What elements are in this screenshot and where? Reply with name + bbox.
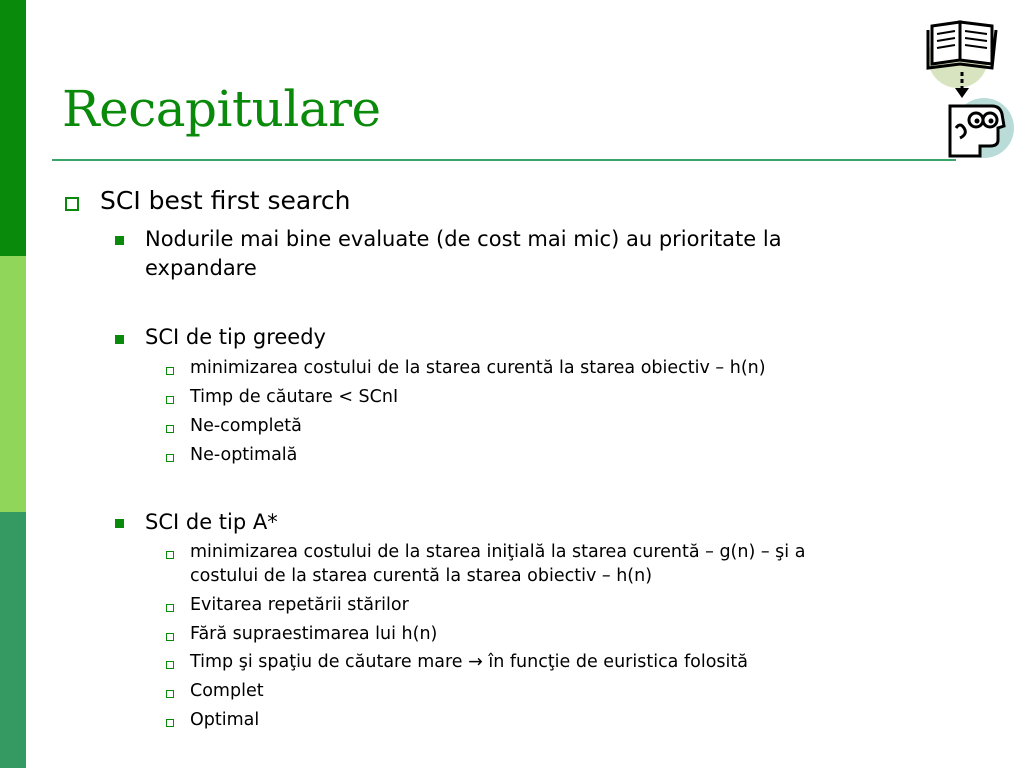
astar-item-line2: costului de la starea curentă la starea obiectiv – h(n) bbox=[190, 566, 653, 586]
left-band-bottom bbox=[0, 512, 26, 768]
slide-title: Recapitulare bbox=[62, 80, 381, 138]
greedy-item: Timp de căutare < SCnI bbox=[190, 387, 399, 407]
bullet-level3-icon bbox=[166, 661, 174, 669]
bullet-level2-icon bbox=[115, 236, 124, 245]
bullet-level3-icon bbox=[166, 367, 174, 375]
bullet-level3-icon bbox=[166, 454, 174, 462]
astar-item: Optimal bbox=[190, 710, 260, 730]
bullet-level3-icon bbox=[166, 604, 174, 612]
bullet-best-first-search: SCI best first search bbox=[100, 186, 351, 215]
bullet-level2-icon bbox=[115, 335, 124, 344]
greedy-item: Ne-optimală bbox=[190, 445, 298, 465]
greedy-item: Ne-completă bbox=[190, 416, 302, 436]
astar-item: Fără supraestimarea lui h(n) bbox=[190, 624, 438, 644]
bullet-level1-icon bbox=[65, 197, 79, 211]
bullet-sci-astar: SCI de tip A* bbox=[145, 510, 278, 534]
left-band-top bbox=[0, 0, 26, 256]
bullet-level2-icon bbox=[115, 519, 124, 528]
bullet-level3-icon bbox=[166, 719, 174, 727]
left-band-middle bbox=[0, 256, 26, 512]
astar-item: Complet bbox=[190, 681, 264, 701]
astar-item: Evitarea repetării stărilor bbox=[190, 595, 409, 615]
greedy-item: minimizarea costului de la starea curentă la starea obiectiv – h(n) bbox=[190, 358, 766, 378]
bullet-nodurile-line2: expandare bbox=[145, 256, 257, 280]
bullet-level3-icon bbox=[166, 425, 174, 433]
book-to-brain-icon bbox=[920, 16, 1016, 164]
bullet-level3-icon bbox=[166, 551, 174, 559]
title-underline bbox=[52, 159, 956, 161]
astar-item-line1: minimizarea costului de la starea iniţială la starea curentă – g(n) – şi a bbox=[190, 542, 806, 562]
bullet-level3-icon bbox=[166, 690, 174, 698]
bullet-nodurile-line1: Nodurile mai bine evaluate (de cost mai mic) au prioritate la bbox=[145, 227, 782, 251]
astar-item: Timp şi spaţiu de căutare mare → în funcţie de euristica folosită bbox=[190, 652, 748, 672]
bullet-level3-icon bbox=[166, 396, 174, 404]
bullet-level3-icon bbox=[166, 633, 174, 641]
bullet-sci-greedy: SCI de tip greedy bbox=[145, 325, 326, 349]
